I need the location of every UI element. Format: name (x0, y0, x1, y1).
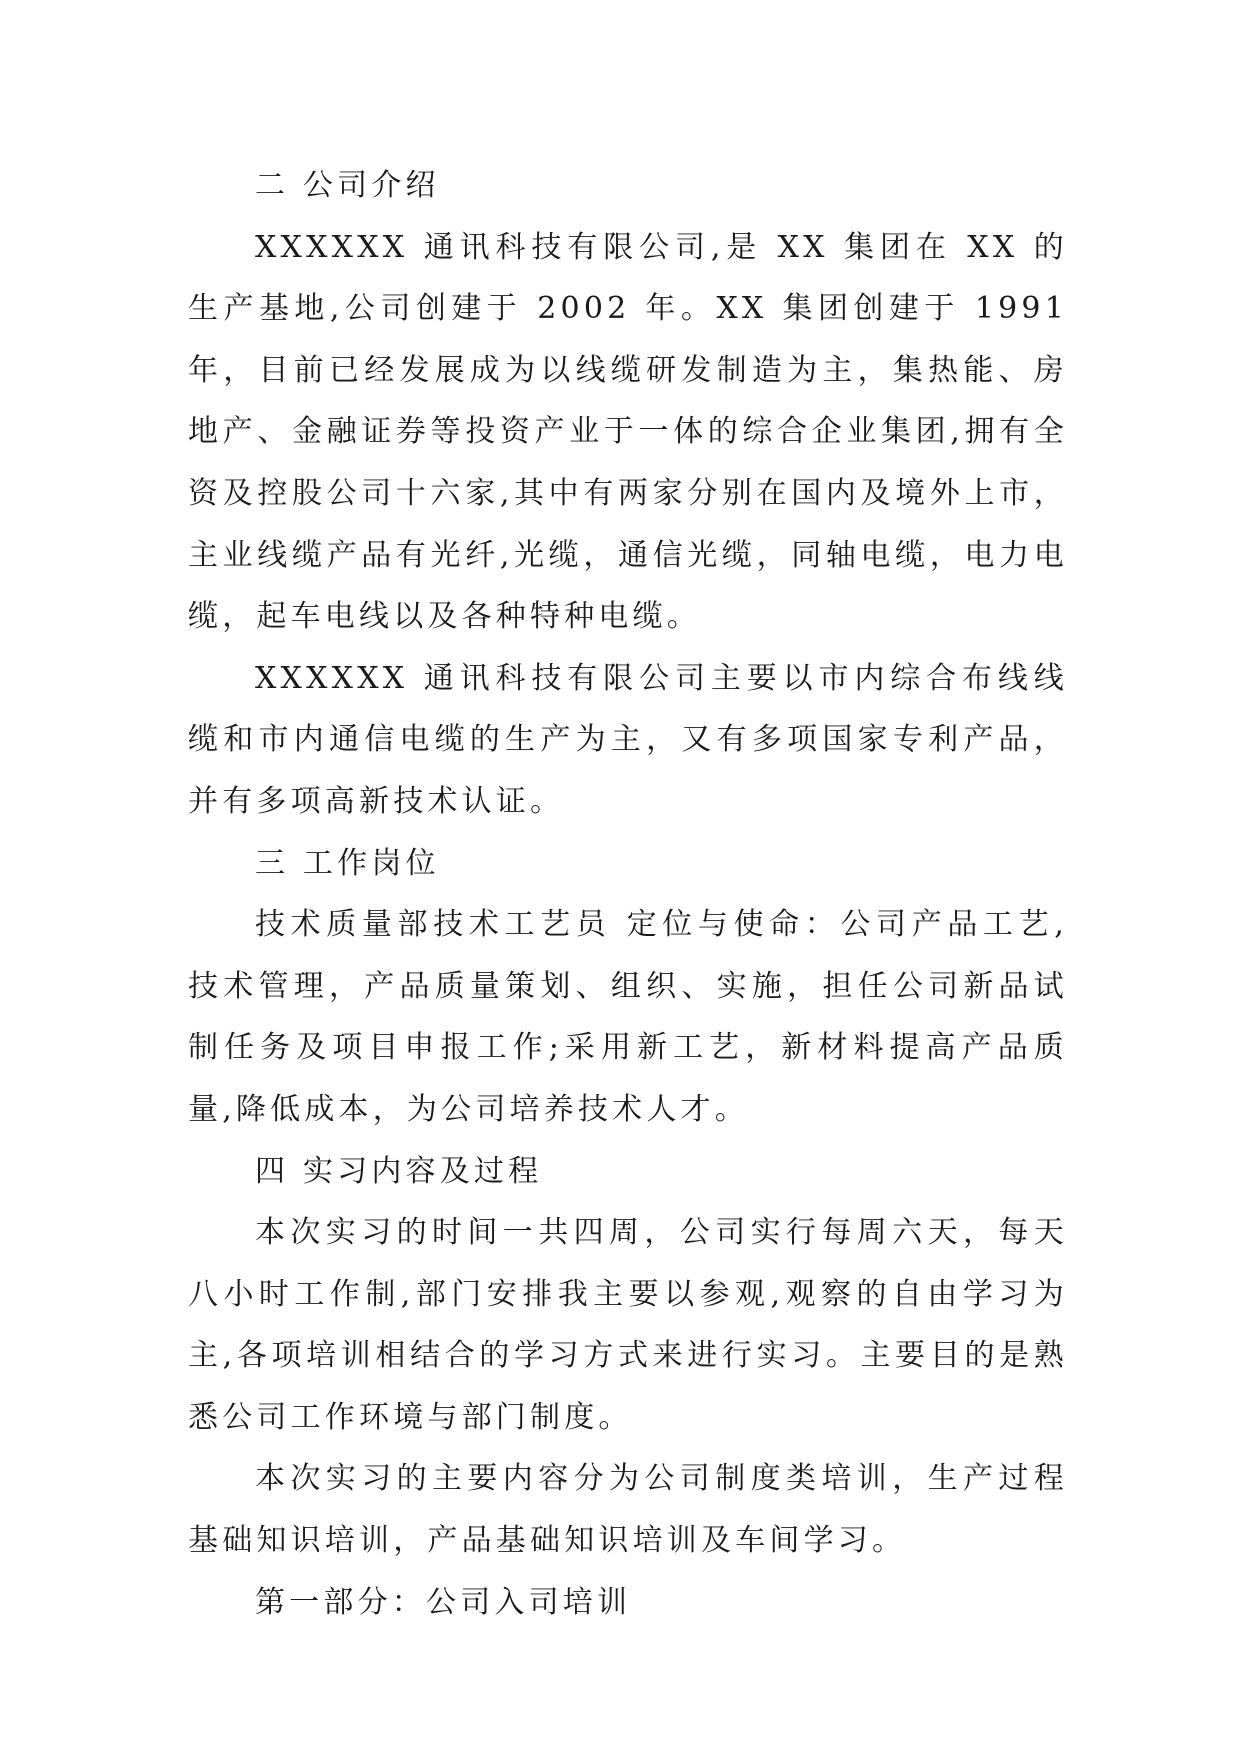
paragraph-company-products: XXXXXX 通讯科技有限公司主要以市内综合布线线缆和市内通信电缆的生产为主，又有多项国家专利产品，并有多项高新技术认证。 (188, 660, 1068, 819)
paragraph-internship-schedule: 本次实习的时间一共四周，公司实行每周六天，每天八小时工作制,部门安排我主要以参观,观察的自由学习为主,各项培训相结合的学习方式来进行实习。主要目的是熟悉公司工作环境与部门制度。 (188, 1215, 1068, 1435)
subsection-heading-part-one: 第一部分：公司入司培训 (255, 1584, 632, 1620)
paragraph-internship-topics: 本次实习的主要内容分为公司制度类培训，生产过程基础知识培训，产品基础知识培训及车间学习。 (188, 1461, 1068, 1559)
section-heading-job-position: 三 工作岗位 (255, 845, 440, 881)
paragraph-job-description: 技术质量部技术工艺员 定位与使命：公司产品工艺,技术管理，产品质量策划、组织、实施，担任公司新品试制任务及项目申报工作;采用新工艺，新材料提高产品质量,降低成本，为公司培养技术人才。 (188, 907, 1068, 1127)
section-heading-internship-content: 四 实习内容及过程 (255, 1153, 543, 1189)
paragraph-company-overview: XXXXXX 通讯科技有限公司,是 XX 集团在 XX 的生产基地,公司创建于 2002 年。XX 集团创建于 1991 年，目前已经发展成为以线缆研发制造为主，集热能、房地产、金融证券等投资产业于一体的综合企业集团,拥有全资及控股公司十六家,其中有两家分别在国内及境外上市，主业线缆产品有光纤,光缆，通信光缆，同轴电缆，电力电缆，起车电线以及各种特种电缆。 (188, 229, 1068, 635)
document-body (188, 155, 1068, 1633)
section-heading-company-intro: 二 公司介绍 (255, 168, 440, 203)
